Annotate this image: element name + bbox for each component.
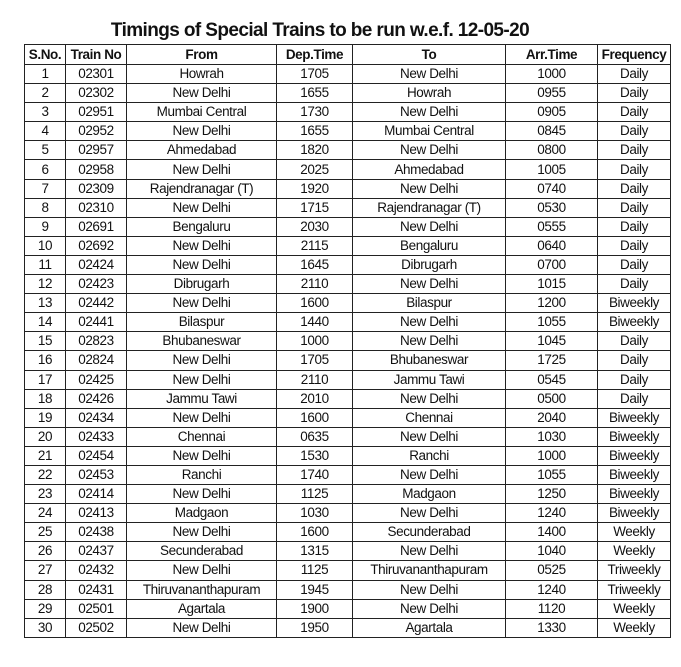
dep-time-cell: 1820 [277,141,353,160]
dep-time-cell: 1645 [277,255,353,274]
frequency-cell: Biweekly [598,408,671,427]
table-row [25,370,671,389]
dep-time-cell: 1715 [277,198,353,217]
from-cell: Rajendranagar (T) [127,179,277,198]
frequency-cell: Daily [598,351,671,370]
train-no-cell: 02823 [66,332,127,351]
sno-cell: 29 [25,599,66,618]
sno-cell: 12 [25,275,66,294]
frequency-cell: Daily [598,65,671,84]
to-cell: Bilaspur [353,294,506,313]
frequency-cell: Weekly [598,618,671,637]
dep-time-cell: 1530 [277,446,353,465]
from-cell: Dibrugarh [127,275,277,294]
dep-time-cell: 2115 [277,236,353,255]
arr-time-cell: 1045 [506,332,598,351]
from-cell: Thiruvananthapuram [127,580,277,599]
from-cell: Howrah [127,65,277,84]
from-cell: New Delhi [127,523,277,542]
frequency-cell: Daily [598,84,671,103]
arr-time-cell: 0800 [506,141,598,160]
frequency-cell: Biweekly [598,485,671,504]
frequency-cell: Daily [598,103,671,122]
arr-time-cell: 1015 [506,275,598,294]
frequency-cell: Weekly [598,599,671,618]
header-sno: S.No. [25,45,66,65]
arr-time-cell: 1120 [506,599,598,618]
frequency-cell: Daily [598,236,671,255]
dep-time-cell: 1030 [277,504,353,523]
arr-time-cell: 0740 [506,179,598,198]
train-no-cell: 02310 [66,198,127,217]
train-no-cell: 02423 [66,275,127,294]
from-cell: Bhubaneswar [127,332,277,351]
train-no-cell: 02824 [66,351,127,370]
to-cell: Howrah [353,84,506,103]
table-row [25,141,671,160]
dep-time-cell: 1950 [277,618,353,637]
arr-time-cell: 2040 [506,408,598,427]
table-row [25,275,671,294]
arr-time-cell: 1330 [506,618,598,637]
header-to: To [353,45,506,65]
arr-time-cell: 1240 [506,580,598,599]
table-row [25,236,671,255]
train-no-cell: 02437 [66,542,127,561]
train-no-cell: 02957 [66,141,127,160]
table-row [25,351,671,370]
sno-cell: 21 [25,446,66,465]
from-cell: New Delhi [127,408,277,427]
arr-time-cell: 1000 [506,65,598,84]
dep-time-cell: 1740 [277,465,353,484]
table-row [25,618,671,637]
table-row [25,446,671,465]
from-cell: New Delhi [127,255,277,274]
arr-time-cell: 0555 [506,217,598,236]
dep-time-cell: 1945 [277,580,353,599]
table-row [25,255,671,274]
to-cell: Mumbai Central [353,122,506,141]
train-no-cell: 02454 [66,446,127,465]
from-cell: New Delhi [127,198,277,217]
dep-time-cell: 2030 [277,217,353,236]
frequency-cell: Daily [598,389,671,408]
dep-time-cell: 1900 [277,599,353,618]
document-title: Timings of Special Trains to be run w.e.f. 12-05-20 [110,20,530,41]
sno-cell: 5 [25,141,66,160]
from-cell: New Delhi [127,160,277,179]
frequency-cell: Daily [598,332,671,351]
train-no-cell: 02301 [66,65,127,84]
from-cell: New Delhi [127,294,277,313]
train-no-cell: 02441 [66,313,127,332]
arr-time-cell: 0500 [506,389,598,408]
table-row [25,198,671,217]
train-no-cell: 02501 [66,599,127,618]
sno-cell: 18 [25,389,66,408]
train-no-cell: 02502 [66,618,127,637]
from-cell: New Delhi [127,485,277,504]
to-cell: Bhubaneswar [353,351,506,370]
arr-time-cell: 1200 [506,294,598,313]
dep-time-cell: 1000 [277,332,353,351]
arr-time-cell: 1400 [506,523,598,542]
dep-time-cell: 2110 [277,370,353,389]
dep-time-cell: 1600 [277,523,353,542]
header-row [25,45,671,65]
sno-cell: 7 [25,179,66,198]
to-cell: New Delhi [353,599,506,618]
to-cell: New Delhi [353,65,506,84]
from-cell: Ranchi [127,465,277,484]
train-timings-table [24,44,671,638]
dep-time-cell: 2010 [277,389,353,408]
frequency-cell: Daily [598,255,671,274]
to-cell: Ahmedabad [353,160,506,179]
to-cell: New Delhi [353,580,506,599]
dep-time-cell: 1730 [277,103,353,122]
dep-time-cell: 0635 [277,427,353,446]
frequency-cell: Biweekly [598,313,671,332]
from-cell: Agartala [127,599,277,618]
train-no-cell: 02309 [66,179,127,198]
dep-time-cell: 2110 [277,275,353,294]
from-cell: Secunderabad [127,542,277,561]
frequency-cell: Daily [598,198,671,217]
frequency-cell: Biweekly [598,465,671,484]
sno-cell: 26 [25,542,66,561]
table-row [25,389,671,408]
table-row [25,408,671,427]
table-row [25,313,671,332]
frequency-cell: Triweekly [598,561,671,580]
table-row [25,427,671,446]
from-cell: Madgaon [127,504,277,523]
frequency-cell: Daily [598,275,671,294]
sno-cell: 23 [25,485,66,504]
table-row [25,84,671,103]
train-no-cell: 02424 [66,255,127,274]
table-body [25,65,671,638]
sno-cell: 17 [25,370,66,389]
from-cell: New Delhi [127,84,277,103]
to-cell: New Delhi [353,427,506,446]
from-cell: Bilaspur [127,313,277,332]
to-cell: Thiruvananthapuram [353,561,506,580]
frequency-cell: Daily [598,160,671,179]
to-cell: New Delhi [353,217,506,236]
table-row [25,122,671,141]
frequency-cell: Daily [598,217,671,236]
header-frequency: Frequency [598,45,671,65]
to-cell: New Delhi [353,465,506,484]
arr-time-cell: 0700 [506,255,598,274]
table-row [25,599,671,618]
table-row [25,561,671,580]
dep-time-cell: 1705 [277,65,353,84]
train-no-cell: 02434 [66,408,127,427]
table-row [25,103,671,122]
frequency-cell: Daily [598,370,671,389]
train-no-cell: 02302 [66,84,127,103]
arr-time-cell: 1005 [506,160,598,179]
dep-time-cell: 1125 [277,561,353,580]
sno-cell: 22 [25,465,66,484]
from-cell: Jammu Tawi [127,389,277,408]
dep-time-cell: 1705 [277,351,353,370]
to-cell: Bengaluru [353,236,506,255]
sno-cell: 16 [25,351,66,370]
table-row [25,485,671,504]
train-no-cell: 02433 [66,427,127,446]
train-no-cell: 02691 [66,217,127,236]
dep-time-cell: 1125 [277,485,353,504]
arr-time-cell: 1240 [506,504,598,523]
train-no-cell: 02453 [66,465,127,484]
dep-time-cell: 1600 [277,294,353,313]
to-cell: Agartala [353,618,506,637]
train-no-cell: 02692 [66,236,127,255]
frequency-cell: Weekly [598,523,671,542]
train-no-cell: 02414 [66,485,127,504]
table-row [25,179,671,198]
sno-cell: 4 [25,122,66,141]
arr-time-cell: 0955 [506,84,598,103]
sno-cell: 1 [25,65,66,84]
table-row [25,294,671,313]
frequency-cell: Biweekly [598,504,671,523]
from-cell: Chennai [127,427,277,446]
to-cell: New Delhi [353,141,506,160]
train-no-cell: 02413 [66,504,127,523]
arr-time-cell: 1055 [506,465,598,484]
to-cell: Jammu Tawi [353,370,506,389]
sno-cell: 2 [25,84,66,103]
arr-time-cell: 1725 [506,351,598,370]
frequency-cell: Biweekly [598,446,671,465]
frequency-cell: Daily [598,141,671,160]
arr-time-cell: 0905 [506,103,598,122]
to-cell: Secunderabad [353,523,506,542]
train-no-cell: 02438 [66,523,127,542]
frequency-cell: Triweekly [598,580,671,599]
train-no-cell: 02426 [66,389,127,408]
header-dep-time: Dep.Time [277,45,353,65]
table-row [25,580,671,599]
from-cell: Mumbai Central [127,103,277,122]
arr-time-cell: 0530 [506,198,598,217]
arr-time-cell: 0545 [506,370,598,389]
dep-time-cell: 2025 [277,160,353,179]
sno-cell: 10 [25,236,66,255]
train-no-cell: 02431 [66,580,127,599]
to-cell: Rajendranagar (T) [353,198,506,217]
sno-cell: 25 [25,523,66,542]
sno-cell: 6 [25,160,66,179]
frequency-cell: Daily [598,122,671,141]
table-row [25,542,671,561]
train-no-cell: 02425 [66,370,127,389]
header-train-no: Train No [66,45,127,65]
dep-time-cell: 1440 [277,313,353,332]
header-from: From [127,45,277,65]
sno-cell: 20 [25,427,66,446]
from-cell: New Delhi [127,618,277,637]
arr-time-cell: 1040 [506,542,598,561]
train-no-cell: 02958 [66,160,127,179]
table-row [25,523,671,542]
sno-cell: 30 [25,618,66,637]
from-cell: New Delhi [127,122,277,141]
to-cell: New Delhi [353,275,506,294]
from-cell: New Delhi [127,351,277,370]
to-cell: Ranchi [353,446,506,465]
arr-time-cell: 1055 [506,313,598,332]
from-cell: Ahmedabad [127,141,277,160]
sno-cell: 24 [25,504,66,523]
dep-time-cell: 1655 [277,122,353,141]
dep-time-cell: 1315 [277,542,353,561]
sno-cell: 15 [25,332,66,351]
sno-cell: 3 [25,103,66,122]
arr-time-cell: 1000 [506,446,598,465]
sno-cell: 14 [25,313,66,332]
to-cell: Chennai [353,408,506,427]
sno-cell: 28 [25,580,66,599]
to-cell: New Delhi [353,542,506,561]
from-cell: New Delhi [127,236,277,255]
arr-time-cell: 0525 [506,561,598,580]
arr-time-cell: 0640 [506,236,598,255]
sno-cell: 27 [25,561,66,580]
from-cell: Bengaluru [127,217,277,236]
table-row [25,160,671,179]
frequency-cell: Weekly [598,542,671,561]
to-cell: Madgaon [353,485,506,504]
frequency-cell: Biweekly [598,294,671,313]
to-cell: Dibrugarh [353,255,506,274]
sno-cell: 13 [25,294,66,313]
dep-time-cell: 1600 [277,408,353,427]
to-cell: New Delhi [353,389,506,408]
train-no-cell: 02432 [66,561,127,580]
frequency-cell: Biweekly [598,427,671,446]
from-cell: New Delhi [127,561,277,580]
arr-time-cell: 1250 [506,485,598,504]
from-cell: New Delhi [127,370,277,389]
frequency-cell: Daily [598,179,671,198]
to-cell: New Delhi [353,179,506,198]
header-arr-time: Arr.Time [506,45,598,65]
arr-time-cell: 1030 [506,427,598,446]
train-no-cell: 02951 [66,103,127,122]
dep-time-cell: 1920 [277,179,353,198]
to-cell: New Delhi [353,504,506,523]
table-row [25,504,671,523]
sno-cell: 9 [25,217,66,236]
table-row [25,217,671,236]
to-cell: New Delhi [353,103,506,122]
sno-cell: 8 [25,198,66,217]
to-cell: New Delhi [353,313,506,332]
table-row [25,465,671,484]
arr-time-cell: 0845 [506,122,598,141]
table-row [25,65,671,84]
table-row [25,332,671,351]
sno-cell: 19 [25,408,66,427]
from-cell: New Delhi [127,446,277,465]
sno-cell: 11 [25,255,66,274]
dep-time-cell: 1655 [277,84,353,103]
to-cell: New Delhi [353,332,506,351]
train-no-cell: 02952 [66,122,127,141]
train-no-cell: 02442 [66,294,127,313]
